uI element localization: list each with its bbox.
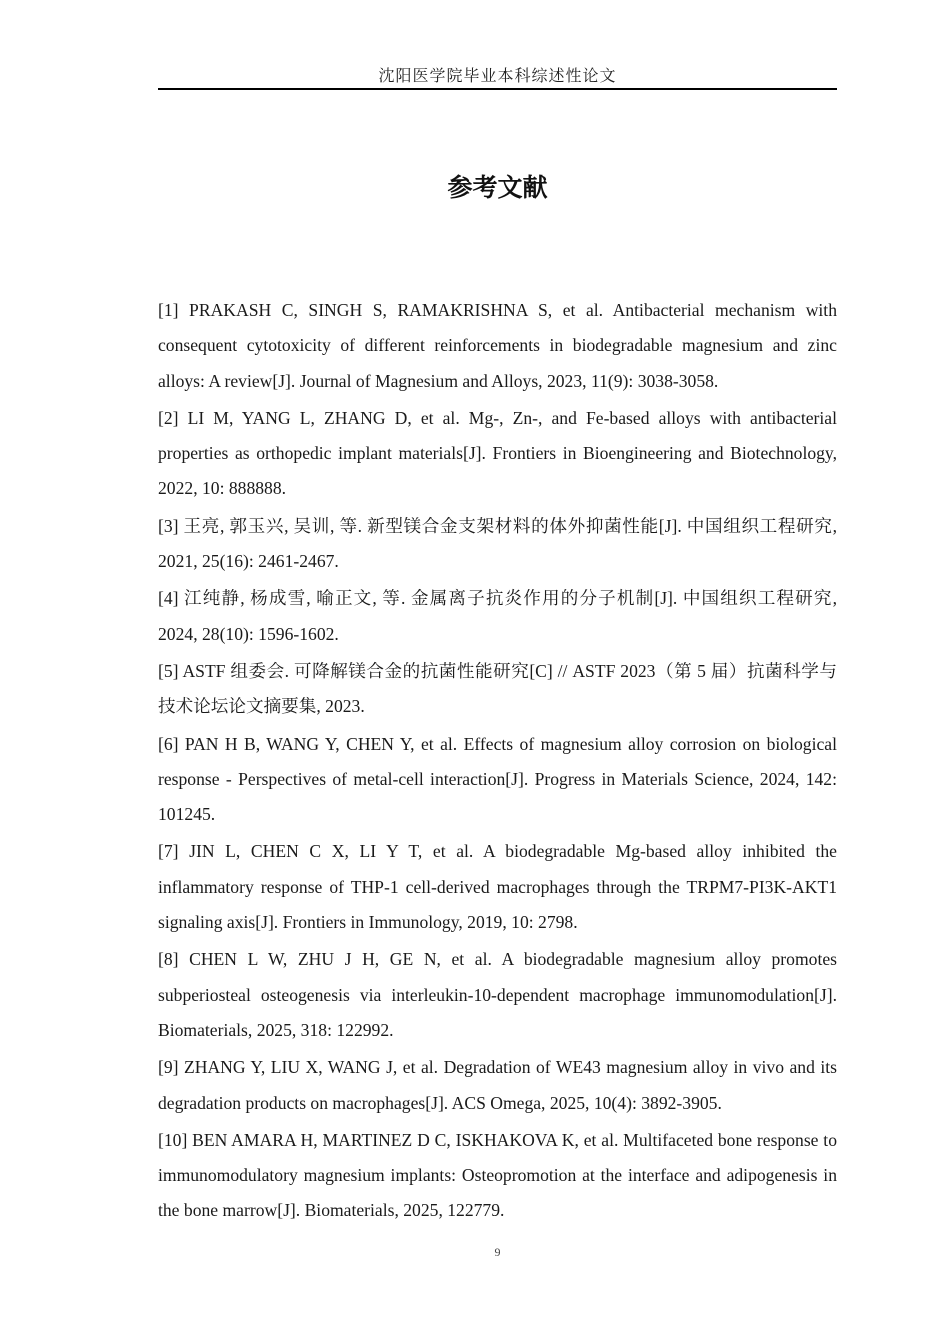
- reference-item: [1] PRAKASH C, SINGH S, RAMAKRISHNA S, et al. Antibacterial mechanism with consequent cytotoxicity of different reinforcements in biodegradable magnesium and zinc alloys: A review[J]. Journal of Magnesium and Alloys, 2023, 11(9): 3038-3058.: [158, 300, 837, 391]
- reference-item: [4] 江纯静, 杨成雪, 喻正文, 等. 金属离子抗炎作用的分子机制[J]. 中国组织工程研究, 2024, 28(10): 1596-1602.: [158, 588, 837, 644]
- reference-item: [6] PAN H B, WANG Y, CHEN Y, et al. Effects of magnesium alloy corrosion on biological response - Perspectives of metal-cell interaction[J]. Progress in Materials Science, 2024, 142: 101245.: [158, 733, 837, 825]
- reference-list: [158, 293, 837, 1231]
- reference-item: [7] JIN L, CHEN C X, LI Y T, et al. A biodegradable Mg-based alloy inhibited the inflammatory response of THP-1 cell-derived macrophages through the TRPM7-PI3K-AKT1 signaling axis[J]. Frontiers in Immunology, 2019, 10: 2798.: [158, 841, 837, 933]
- running-header: 沈阳医学院毕业本科综述性论文: [378, 66, 617, 85]
- page-number: 9: [494, 1245, 501, 1259]
- section-title: 参考文献: [447, 173, 548, 202]
- reference-item: [2] LI M, YANG L, ZHANG D, et al. Mg-, Zn-, and Fe-based alloys with antibacterial properties as orthopedic implant materials[J]. Frontiers in Bioengineering and Biotechnology, 2022, 10: 888888.: [158, 407, 837, 499]
- reference-item: [8] CHEN L W, ZHU J H, GE N, et al. A biodegradable magnesium alloy promotes subperiosteal osteogenesis via interleukin-10-dependent macrophage immunomodulation[J]. Biomaterials, 2025, 318: 122992.: [158, 949, 837, 1040]
- reference-item: [5] ASTF 组委会. 可降解镁合金的抗菌性能研究[C] // ASTF 2023（第 5 届）抗菌科学与技术论坛论文摘要集, 2023.: [158, 660, 837, 717]
- reference-item: [9] ZHANG Y, LIU X, WANG J, et al. Degradation of WE43 magnesium alloy in vivo and its degradation products on macrophages[J]. ACS Omega, 2025, 10(4): 3892-3905.: [158, 1057, 837, 1113]
- header-divider: [158, 88, 837, 90]
- reference-item: [10] BEN AMARA H, MARTINEZ D C, ISKHAKOVA K, et al. Multifaceted bone response to immunomodulatory magnesium implants: Osteopromotion at the interface and adipogenesis in the bone marrow[J]. Biomaterials, 2025, 122779.: [158, 1129, 837, 1221]
- reference-item: [3] 王亮, 郭玉兴, 吴训, 等. 新型镁合金支架材料的体外抑菌性能[J]. 中国组织工程研究, 2021, 25(16): 2461-2467.: [158, 515, 837, 572]
